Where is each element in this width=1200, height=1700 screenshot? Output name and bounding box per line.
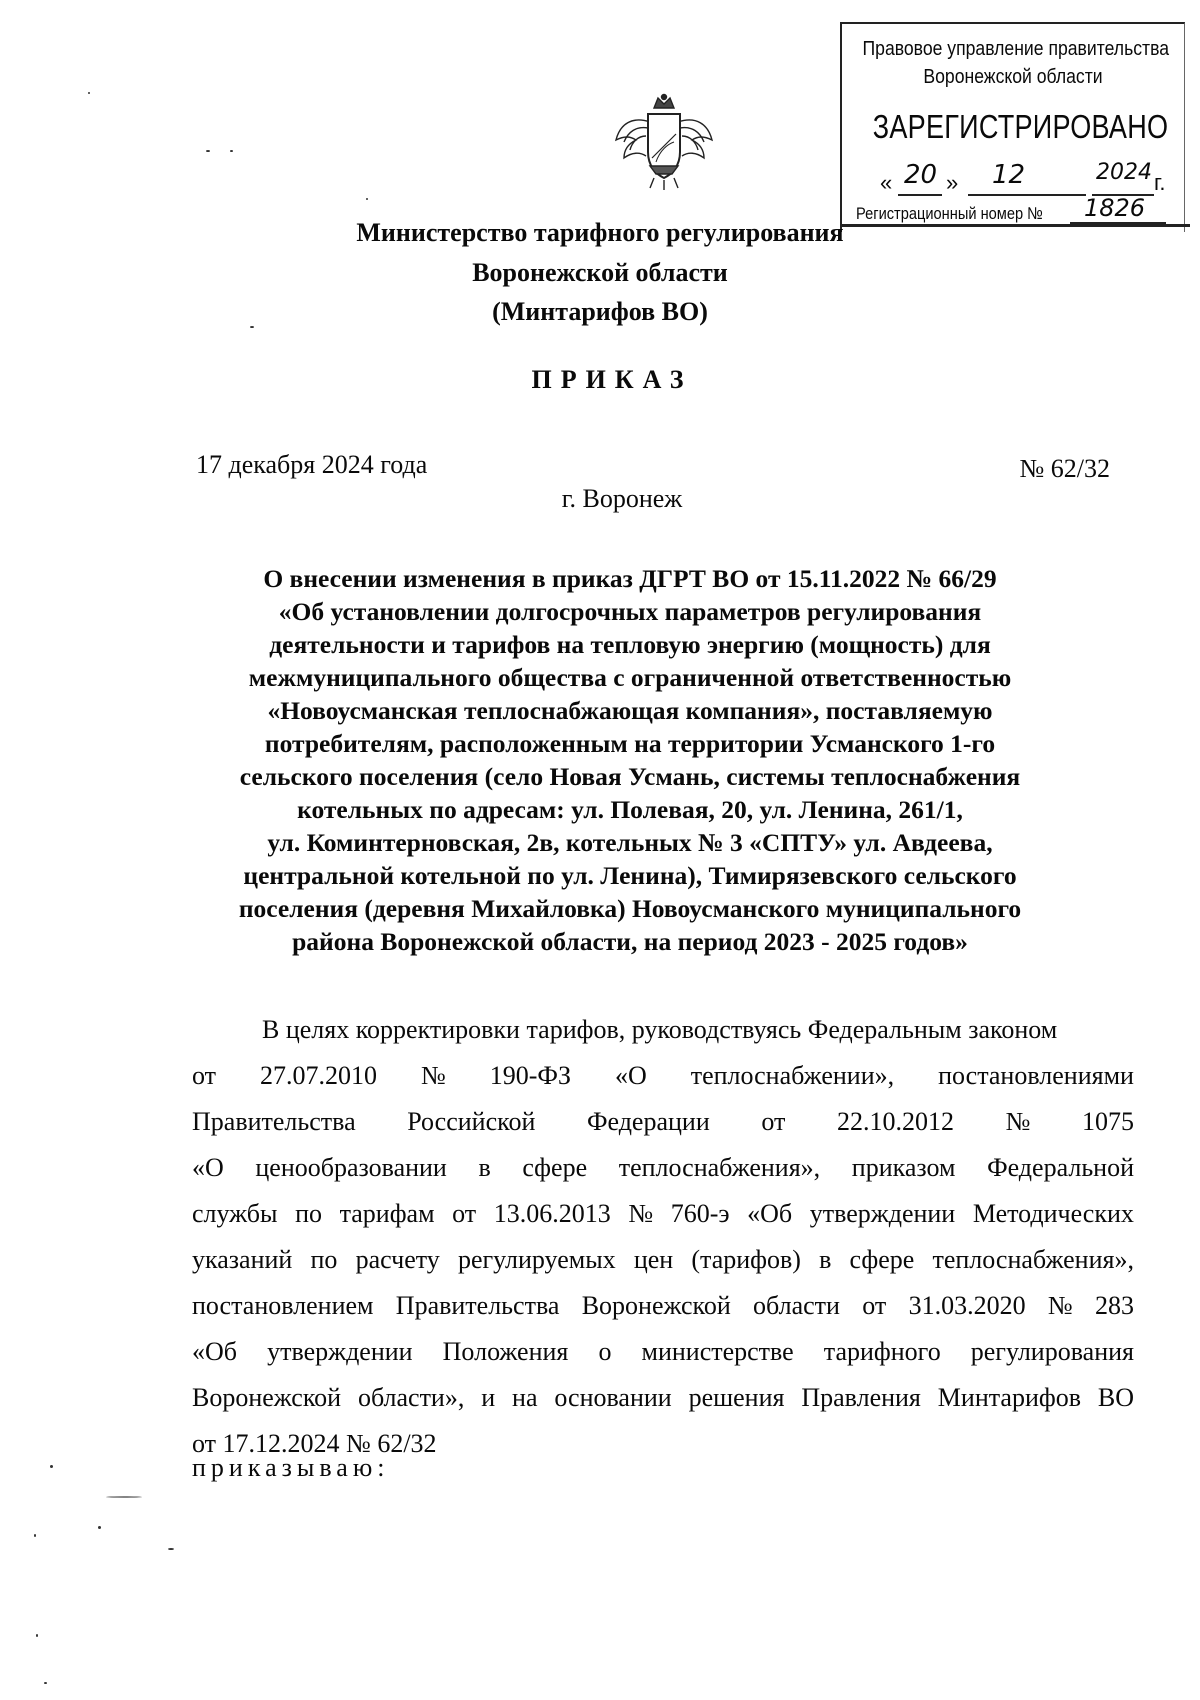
subject-line: сельского поселения (село Новая Усмань, системы теплоснабжения (239, 762, 1021, 791)
body-word: в (819, 1245, 832, 1274)
scan-speck (88, 92, 90, 94)
body-word: Воронежской (581, 1291, 731, 1320)
scan-speck (36, 1634, 38, 1637)
body-word: Минтарифов (937, 1383, 1081, 1412)
body-word: области (753, 1291, 840, 1320)
body-word: Российской (407, 1107, 536, 1136)
body-word: 1075 (1081, 1107, 1134, 1136)
body-word: от (761, 1107, 786, 1136)
subject-line: поселения (деревня Михайловка) Новоусманского муниципального (238, 894, 1022, 923)
scan-speck (250, 326, 254, 328)
stamp-date-close-quote: » (946, 170, 959, 195)
body-line (192, 1053, 1134, 1099)
document-type-title: ПРИКАЗ (531, 365, 693, 394)
body-word: Правительства (395, 1291, 560, 1320)
body-word: от (452, 1199, 477, 1228)
body-word: № (1047, 1291, 1073, 1320)
body-word: Федерации (586, 1107, 710, 1136)
body-word: приказом (851, 1153, 956, 1182)
body-word: от (192, 1061, 217, 1090)
body-word: теплоснабжения», (618, 1153, 821, 1182)
body-word: № (1005, 1107, 1031, 1136)
body-word: ценообразовании (255, 1153, 447, 1182)
scan-speck (230, 150, 233, 152)
body-line: от 17.12.2024 № 62/32 (192, 1429, 437, 1458)
body-word: сфере (522, 1153, 588, 1182)
subject-line: потребителям, расположенным на территории Усманского 1-го (264, 729, 996, 758)
body-word: 190-ФЗ (489, 1061, 571, 1090)
body-word: Методических (972, 1199, 1134, 1228)
body-word: утверждении (809, 1199, 956, 1228)
body-word: теплоснабжения», (932, 1245, 1134, 1274)
body-word: № (420, 1061, 446, 1090)
subject-line: деятельности и тарифов на тепловую энергию (мощность) для (269, 630, 991, 659)
coat-of-arms-emblem (610, 92, 718, 192)
body-line: В целях корректировки тарифов, руководствуясь Федеральным законом (262, 1015, 1058, 1044)
ministry-name-line2: Воронежской области (472, 258, 728, 287)
stamp-date-year-suffix: г. (1154, 170, 1166, 195)
body-word: постановлением (192, 1291, 374, 1320)
body-word: о (598, 1337, 612, 1366)
scan-speck (34, 1534, 36, 1537)
subject-line: района Воронежской области, на период 2023 - 2025 годов» (292, 927, 968, 956)
body-paragraph (192, 1007, 1134, 1467)
stamp-date-open-quote: « (880, 170, 893, 195)
body-line (192, 1191, 1134, 1237)
body-word: теплоснабжении», (690, 1061, 895, 1090)
scan-speck (50, 1465, 53, 1468)
stamp-org-line2: Воронежской области (923, 66, 1103, 88)
body-word: тарифам (339, 1199, 435, 1228)
body-word: 13.06.2013 (493, 1199, 611, 1228)
scan-speck (44, 1682, 47, 1684)
body-line (192, 1099, 1134, 1145)
scan-speck (106, 1496, 142, 1498)
subject-line: центральной котельной по ул. Ленина), Тимирязевского сельского (243, 861, 1017, 890)
body-word: указаний (192, 1245, 293, 1274)
order-date: 17 декабря 2024 года (196, 450, 428, 479)
body-word: 31.03.2020 (908, 1291, 1026, 1320)
body-word: на (512, 1383, 538, 1412)
body-word: расчету (355, 1245, 440, 1274)
order-city: г. Воронеж (561, 484, 683, 513)
body-word: основании (554, 1383, 672, 1412)
body-word: решения (688, 1383, 785, 1412)
body-word: Правительства (192, 1107, 356, 1136)
body-word: Воронежской (192, 1383, 342, 1412)
body-word: от (862, 1291, 887, 1320)
body-word: по (295, 1199, 322, 1228)
stamp-reg-number-label: Регистрационный номер № (856, 204, 1043, 223)
body-line (192, 1329, 1134, 1375)
body-word: «Об (192, 1337, 238, 1366)
body-word: 22.10.2012 (836, 1107, 954, 1136)
body-word: министерстве (641, 1337, 794, 1366)
order-number: № 62/32 (1019, 454, 1110, 483)
subject-line: котельных по адресам: ул. Полевая, 20, ул. Ленина, 261/1, (297, 795, 963, 824)
body-word: цен (633, 1245, 674, 1274)
body-word: тарифного (823, 1337, 941, 1366)
body-word: 760-э (670, 1199, 730, 1228)
subject-line: межмуниципального общества с ограниченной ответственностью (248, 663, 1012, 692)
stamp-org-line1: Правовое управление правительства (862, 38, 1170, 60)
body-word: в (478, 1153, 491, 1182)
scan-speck (206, 150, 210, 152)
registration-stamp (840, 22, 1185, 232)
subject-line: О внесении изменения в приказ ДГРТ ВО от 15.11.2022 № 66/29 (263, 564, 997, 593)
body-word: Федеральной (987, 1153, 1134, 1182)
body-line (192, 1237, 1134, 1283)
body-line (192, 1375, 1134, 1421)
ministry-name-line1: Министерство тарифного регулирования (356, 218, 844, 247)
body-word: Правления (801, 1383, 921, 1412)
body-word: службы (192, 1199, 278, 1228)
order-subject (150, 562, 1110, 958)
body-word: «О (192, 1153, 224, 1182)
body-word: «О (614, 1061, 647, 1090)
body-word: 27.07.2010 (260, 1061, 377, 1090)
stamp-date-month: 12 (992, 160, 1026, 190)
body-word: 283 (1094, 1291, 1134, 1320)
body-word: (тарифов) (691, 1245, 801, 1274)
subject-line: «Новоусманская теплоснабжающая компания», поставляемую (267, 696, 993, 725)
stamp-reg-number: 1826 (1084, 194, 1146, 222)
subject-line: «Об установлении долгосрочных параметров регулирования (278, 597, 982, 626)
body-word: сфере (849, 1245, 915, 1274)
body-word: области», (357, 1383, 465, 1412)
body-line (192, 1283, 1134, 1329)
scan-speck (366, 198, 368, 200)
body-word: «Об (747, 1199, 793, 1228)
body-word: Положения (442, 1337, 569, 1366)
stamp-status: ЗАРЕГИСТРИРОВАНО (872, 108, 1169, 145)
stamp-date-day: 20 (904, 160, 938, 190)
body-word: утверждении (267, 1337, 413, 1366)
subject-line: ул. Коминтерновская, 2в, котельных № 3 «СПТУ» ул. Авдеева, (267, 828, 993, 857)
stamp-date-year: 2024 (1096, 160, 1152, 185)
body-word: постановлениями (938, 1061, 1134, 1090)
body-word: и (481, 1383, 496, 1412)
body-word: регулирования (970, 1337, 1134, 1366)
ministry-short-name: (Минтарифов ВО) (492, 297, 708, 326)
order-verb: приказываю: (192, 1453, 390, 1482)
scan-speck (98, 1526, 101, 1529)
body-word: ВО (1097, 1383, 1134, 1412)
body-line (192, 1145, 1134, 1191)
body-word: № (628, 1199, 654, 1228)
body-word: регулируемых (457, 1245, 616, 1274)
body-word: по (310, 1245, 338, 1274)
scan-speck (168, 1548, 174, 1550)
